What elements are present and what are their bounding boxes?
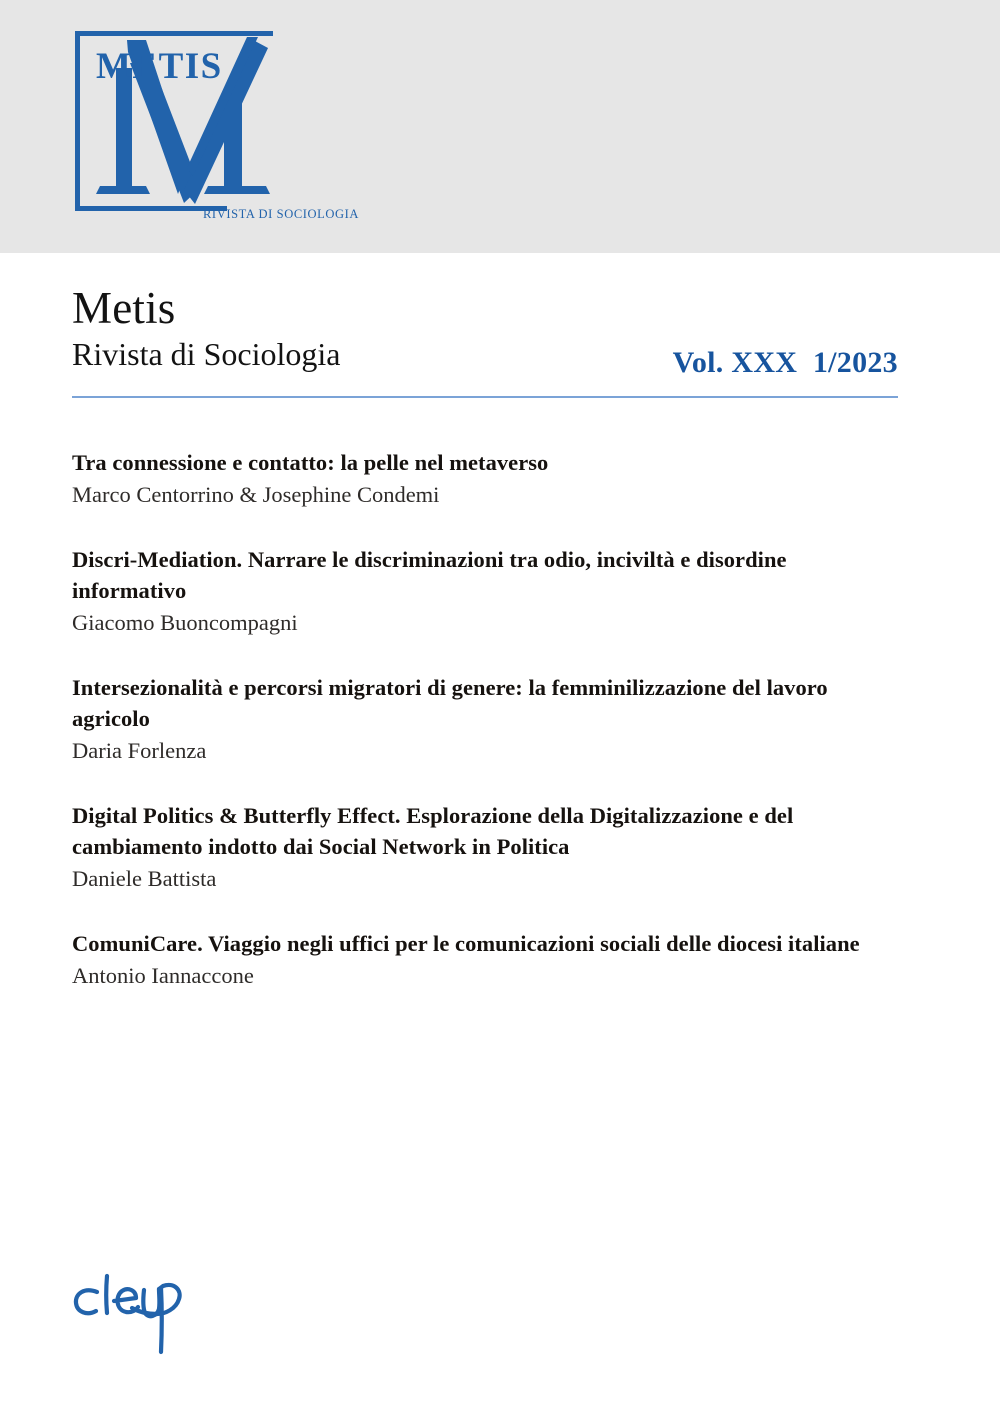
toc-entry[interactable] [72,544,902,638]
article-title[interactable]: Intersezionalità e percorsi migratori di genere: la femminilizzazione del lavoro agricolo [72,675,828,731]
article-authors: Antonio Iannaccone [72,963,254,988]
article-title[interactable]: ComuniCare. Viaggio negli uffici per le comunicazioni sociali delle diocesi italiane [72,931,860,956]
toc-entry[interactable] [72,800,902,894]
journal-subtitle: Rivista di Sociologia [72,336,341,372]
logo-tagline-text: RIVISTA DI SOCIOLOGIA [203,207,360,221]
masthead-titles [72,284,340,374]
toc-entry[interactable] [72,447,902,510]
metis-journal-logo [72,28,360,224]
toc-entry[interactable] [72,928,902,991]
article-title[interactable]: Discri-Mediation. Narrare le discriminazioni tra odio, inciviltà e disordine informativo [72,547,787,603]
cleup-publisher-logo [62,1268,222,1360]
article-authors: Daniele Battista [72,866,217,891]
article-authors: Daria Forlenza [72,738,207,763]
article-authors: Marco Centorrino & Josephine Condemi [72,482,440,507]
article-authors: Giacomo Buoncompagni [72,610,298,635]
masthead [72,284,898,402]
article-title[interactable]: Tra connessione e contatto: la pelle nel metaverso [72,450,549,475]
journal-name: Metis [72,283,176,333]
masthead-divider [72,396,898,398]
toc-entry[interactable] [72,672,902,766]
issue-volume-label: Vol. XXX 1/2023 [672,346,898,379]
article-title[interactable]: Digital Politics & Butterfly Effect. Esplorazione della Digitalizzazione e del cambiamento indotto dai Social Network in Politica [72,803,794,859]
cover-header-band [0,0,1000,253]
logo-wordmark-text: METIS [96,46,223,87]
table-of-contents [72,447,902,991]
